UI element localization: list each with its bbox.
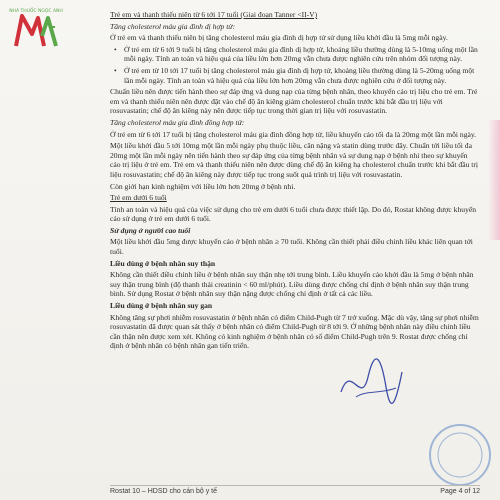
paragraph: Không tăng sự phơi nhiễm rosuvastatin ở bệnh nhân có điểm Child-Pugh từ 7 trở xuống. Mặc dù vậy, tăng sự phơi nhiễm rosuvastatin đã được quan sát thấy ở bệnh nhân có điểm Child-Pugh từ 8 tới 9. Ở những bệnh nhân này điều chỉnh liều cần thận nên được xem xét. Không có kinh nghiệm ở bệnh nhân có số điểm Child-Pugh trên 9. Rostat được chống chỉ định ở bệnh nhân có bệnh nhân gan tiến triển. xyxy=(110,312,479,351)
document-body xyxy=(110,10,480,353)
page-edge-shading xyxy=(488,120,500,240)
paragraph: Còn giới hạn kinh nghiệm với liều lớn hơn 20mg ở bệnh nhi. xyxy=(110,181,296,191)
paragraph: Không cần thiết điều chỉnh liều ở bệnh nhân suy thận nhẹ tới trung bình. Liều khuyến cáo khởi đầu là 5mg ở bệnh nhân suy thận trung bình (độ thanh thải creatinin < 60 ml/phút). Liều dùng được chống chỉ định ở bệnh nhân suy thận trung bình. Sử dụng Rostat ở bệnh nhân suy thận nặng được chống chỉ định ở tất cả các liều. xyxy=(110,270,474,299)
page-footer xyxy=(110,485,480,495)
bullet-item: • Ở trẻ em từ 10 tới 17 tuổi bị tăng cholesterol máu gia đình dị hợp tử, khoảng liều thường dùng là 5-20mg uống một lần mỗi ngày. Tính an toàn và hiệu quả của liều lớn hơn 20mg vẫn chưa được nghiên cứu ở đối tượng này. xyxy=(110,66,480,85)
stamp-icon xyxy=(425,420,495,490)
signature-icon xyxy=(336,352,406,412)
pharmacy-logo-icon xyxy=(8,6,64,52)
section-heading: Trẻ em và thanh thiếu niên từ 6 tới 17 tuổi (Giai đoạn Tanner <II-V) xyxy=(110,10,318,19)
subsection-title: Liều dùng ở bệnh nhân suy gan xyxy=(110,301,213,311)
subsection-title: Tăng cholesterol máu gia đình đồng hợp tử: xyxy=(110,117,245,127)
subsection-title: Liều dùng ở bệnh nhân suy thận xyxy=(110,258,216,268)
paragraph: Tính an toàn và hiệu quả của việc sử dụng cho trẻ em dưới 6 tuổi chưa được thiết lập. Do đó, Rostat không được khuyến cáo sử dụng ở trẻ em dưới 6 tuổi. xyxy=(110,204,477,224)
paragraph: Ở trẻ em và thanh thiếu niên bị tăng cholesterol máu gia đình dị hợp tử sử dụng liều khởi đầu là 5mg mỗi ngày. xyxy=(110,33,448,43)
bullet-item: • Ở trẻ em từ 6 tới 9 tuổi bị tăng cholesterol máu gia đình dị hợp tử, khoảng liều thường dùng là 5-10mg uống một lần mỗi ngày. Tính an toàn và hiệu quả của liều lớn hơn 20mg vẫn chưa được nghiên cứu trên nhóm đối tượng này. xyxy=(110,45,480,64)
paragraph: Ở trẻ em từ 6 tới 17 tuổi bị tăng cholesterol máu gia đình đồng hợp tử, liều khuyến cáo tối đa là 20mg một lần mỗi ngày. xyxy=(110,129,477,139)
subsection-title: Trẻ em dưới 6 tuổi xyxy=(110,193,167,203)
paragraph: Một liều khởi đầu 5 tới 10mg một lần mỗi ngày phụ thuộc liều, cân nặng và statin dùng trước đây. Chuẩn tới liều tối đa 20mg một lần mỗi ngày nên tiến hành theo sự đáp ứng của từng bệnh nhân và sự dung nạp ở bệnh nhi theo sự khuyến cáo trị liệu ở trẻ em. Trẻ em và thanh thiếu niên nên được dùng chế độ ăn kiêng hạ cholesterol chuẩn trước khi bắt đầu trị liệu rosuvastatin; chế độ ăn kiêng này được tiếp tục trong suốt quá trình trị liệu với rosuvastatin. xyxy=(110,141,479,179)
paragraph: Một liều khởi đầu 5mg được khuyến cáo ở bệnh nhân ≥ 70 tuổi. Không cần thiết phải điều chỉnh liều khác liên quan tới tuổi. xyxy=(110,237,473,257)
paragraph: Chuẩn liều nên được tiến hành theo sự đáp ứng và dung nạp của từng bệnh nhân, theo khuyến cáo trị liệu cho trẻ em. Trẻ em và thanh thiếu niên nên được đặt vào chế độ ăn kiêng giảm cholesterol chuẩn trước khi bắt đầu trị liệu với rosuvastatin; chế độ ăn kiêng này nên được tiếp tục trong thời gian trị liệu với rosuvastatin. xyxy=(110,87,478,116)
svg-text:NHÀ THUỐC NGỌC ANH: NHÀ THUỐC NGỌC ANH xyxy=(9,9,63,14)
subsection-title: Sử dụng ở người cao tuổi xyxy=(110,225,191,235)
page-number: Page 4 of 12 xyxy=(440,488,480,495)
subsection-title: Tăng cholesterol máu gia đình dị hợp tử: xyxy=(110,21,235,31)
footer-title: Rostat 10 – HDSD cho cán bộ y tế xyxy=(110,488,217,495)
